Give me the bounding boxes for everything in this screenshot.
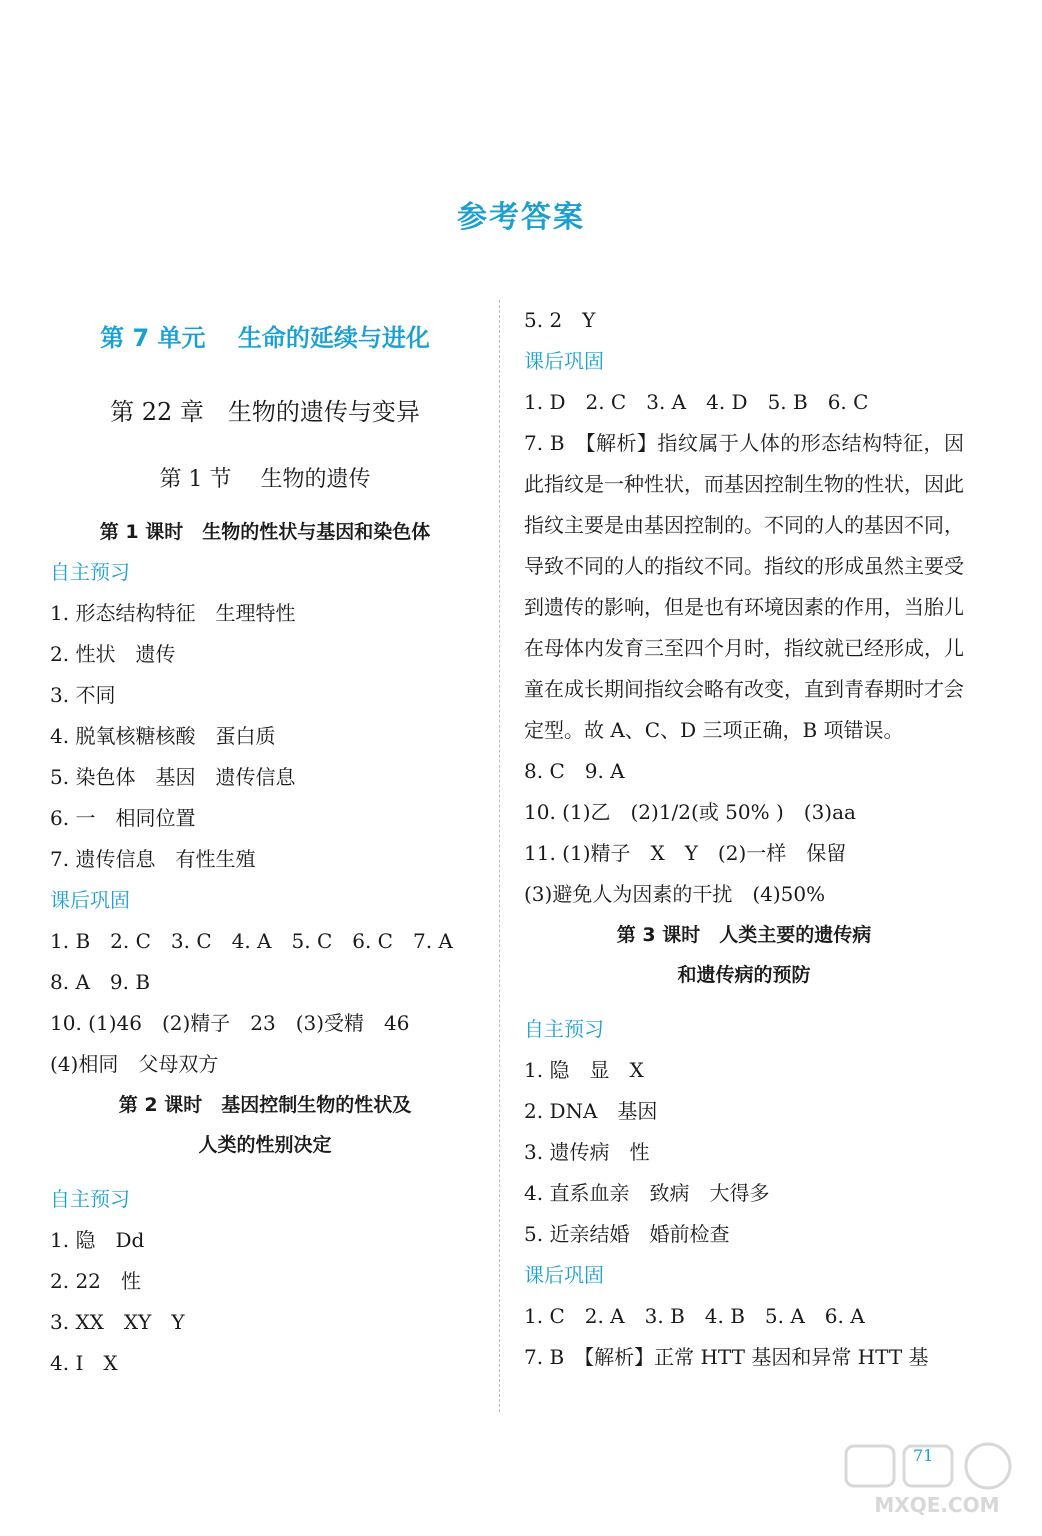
watermark-logo-icon <box>842 1440 1032 1520</box>
answer-line: 1. B 2. C 3. C 4. A 5. C 6. C 7. A <box>50 929 453 953</box>
answer-line: 2. DNA 基因 <box>524 1099 658 1123</box>
lesson-2-heading-cont: 人类的性别决定 <box>198 1134 332 1156</box>
left-column <box>50 300 480 1384</box>
right-column <box>524 300 964 1378</box>
answer-line: 5. 近亲结婚 婚前检查 <box>524 1222 730 1246</box>
answer-line: 2. 性状 遗传 <box>50 642 176 666</box>
chapter-heading: 第 22 章 生物的遗传与变异 <box>110 398 420 426</box>
answer-line: 1. C 2. A 3. B 4. B 5. A 6. A <box>524 1304 865 1328</box>
answer-line: 1. D 2. C 3. A 4. D 5. B 6. C <box>524 390 869 414</box>
lesson-2-heading: 第 2 课时 基因控制生物的性状及 <box>118 1094 412 1116</box>
answer-line: 3. 遗传病 性 <box>524 1140 650 1164</box>
answer-line: 1. 形态结构特征 生理特性 <box>50 601 296 625</box>
page-title: 参考答案 <box>457 200 585 235</box>
lesson-2-preview-label: 自主预习 <box>50 1187 130 1211</box>
answer-line: 1. 隐 Dd <box>50 1228 145 1252</box>
answer-line: 3. 不同 <box>50 683 116 707</box>
answer-line: (4)相同 父母双方 <box>50 1052 219 1076</box>
lesson-3-review-label: 课后巩固 <box>524 1263 604 1287</box>
lesson-3-preview-label: 自主预习 <box>524 1017 604 1041</box>
answer-line: 8. A 9. B <box>50 970 151 994</box>
column-divider <box>499 300 500 1412</box>
answer-line: 7. B 【解析】正常 HTT 基因和异常 HTT 基 <box>524 1345 929 1369</box>
answer-line: 2. 22 性 <box>50 1269 141 1293</box>
answer-line: 6. 一 相同位置 <box>50 806 196 830</box>
answer-line: 11. (1)精子 X Y (2)一样 保留 <box>524 841 847 865</box>
answer-line: 10. (1)46 (2)精子 23 (3)受精 46 <box>50 1011 410 1035</box>
answer-line: 1. 隐 显 X <box>524 1058 644 1082</box>
lesson-2-review-label: 课后巩固 <box>524 349 604 373</box>
answer-line: 4. 直系血亲 致病 大得多 <box>524 1181 770 1205</box>
answer-line: 5. 染色体 基因 遗传信息 <box>50 765 296 789</box>
answer-line: 8. C 9. A <box>524 759 625 783</box>
lesson-3-heading-cont: 和遗传病的预防 <box>677 964 811 986</box>
section-heading: 第 1 节 生物的遗传 <box>159 467 371 492</box>
answer-explanation: 7. B 【解析】指纹属于人体的形态结构特征，因此指纹是一种性状，而基因控制生物的性状，因此指纹主要是由基因控制的。不同的人的基因不同，导致不同的人的指纹不同。指纹的形成虽然主要受到遗传的影响，但是也有环境因素的作用，当胎儿在母体内发育三至四个月时，指纹就已经形成，儿童在成长期间指纹会略有改变，直到青春期时才会定型。故 A、C、D 三项正确，B 项错误。 <box>524 431 964 742</box>
unit-heading: 第 7 单元 生命的延续与进化 <box>100 324 430 352</box>
answer-line: 10. (1)乙 (2)1/2(或 50% ) (3)aa <box>524 800 856 824</box>
answer-line: 4. 脱氧核糖核酸 蛋白质 <box>50 724 276 748</box>
lesson-1-preview-label: 自主预习 <box>50 560 130 584</box>
watermark-text: MXQE.COM <box>874 1493 1000 1517</box>
answer-line: (3)避免人为因素的干扰 (4)50% <box>524 882 826 906</box>
lesson-3-heading: 第 3 课时 人类主要的遗传病 <box>616 924 872 946</box>
answer-line: 5. 2 Y <box>524 308 596 332</box>
answer-line: 7. 遗传信息 有性生殖 <box>50 847 256 871</box>
answer-line: 4. Ⅰ X <box>50 1351 118 1375</box>
lesson-1-heading: 第 1 课时 生物的性状与基因和染色体 <box>99 521 431 543</box>
lesson-1-review-label: 课后巩固 <box>50 888 130 912</box>
page-number: 71 <box>913 1446 934 1465</box>
answer-line: 3. XX XY Y <box>50 1310 185 1334</box>
